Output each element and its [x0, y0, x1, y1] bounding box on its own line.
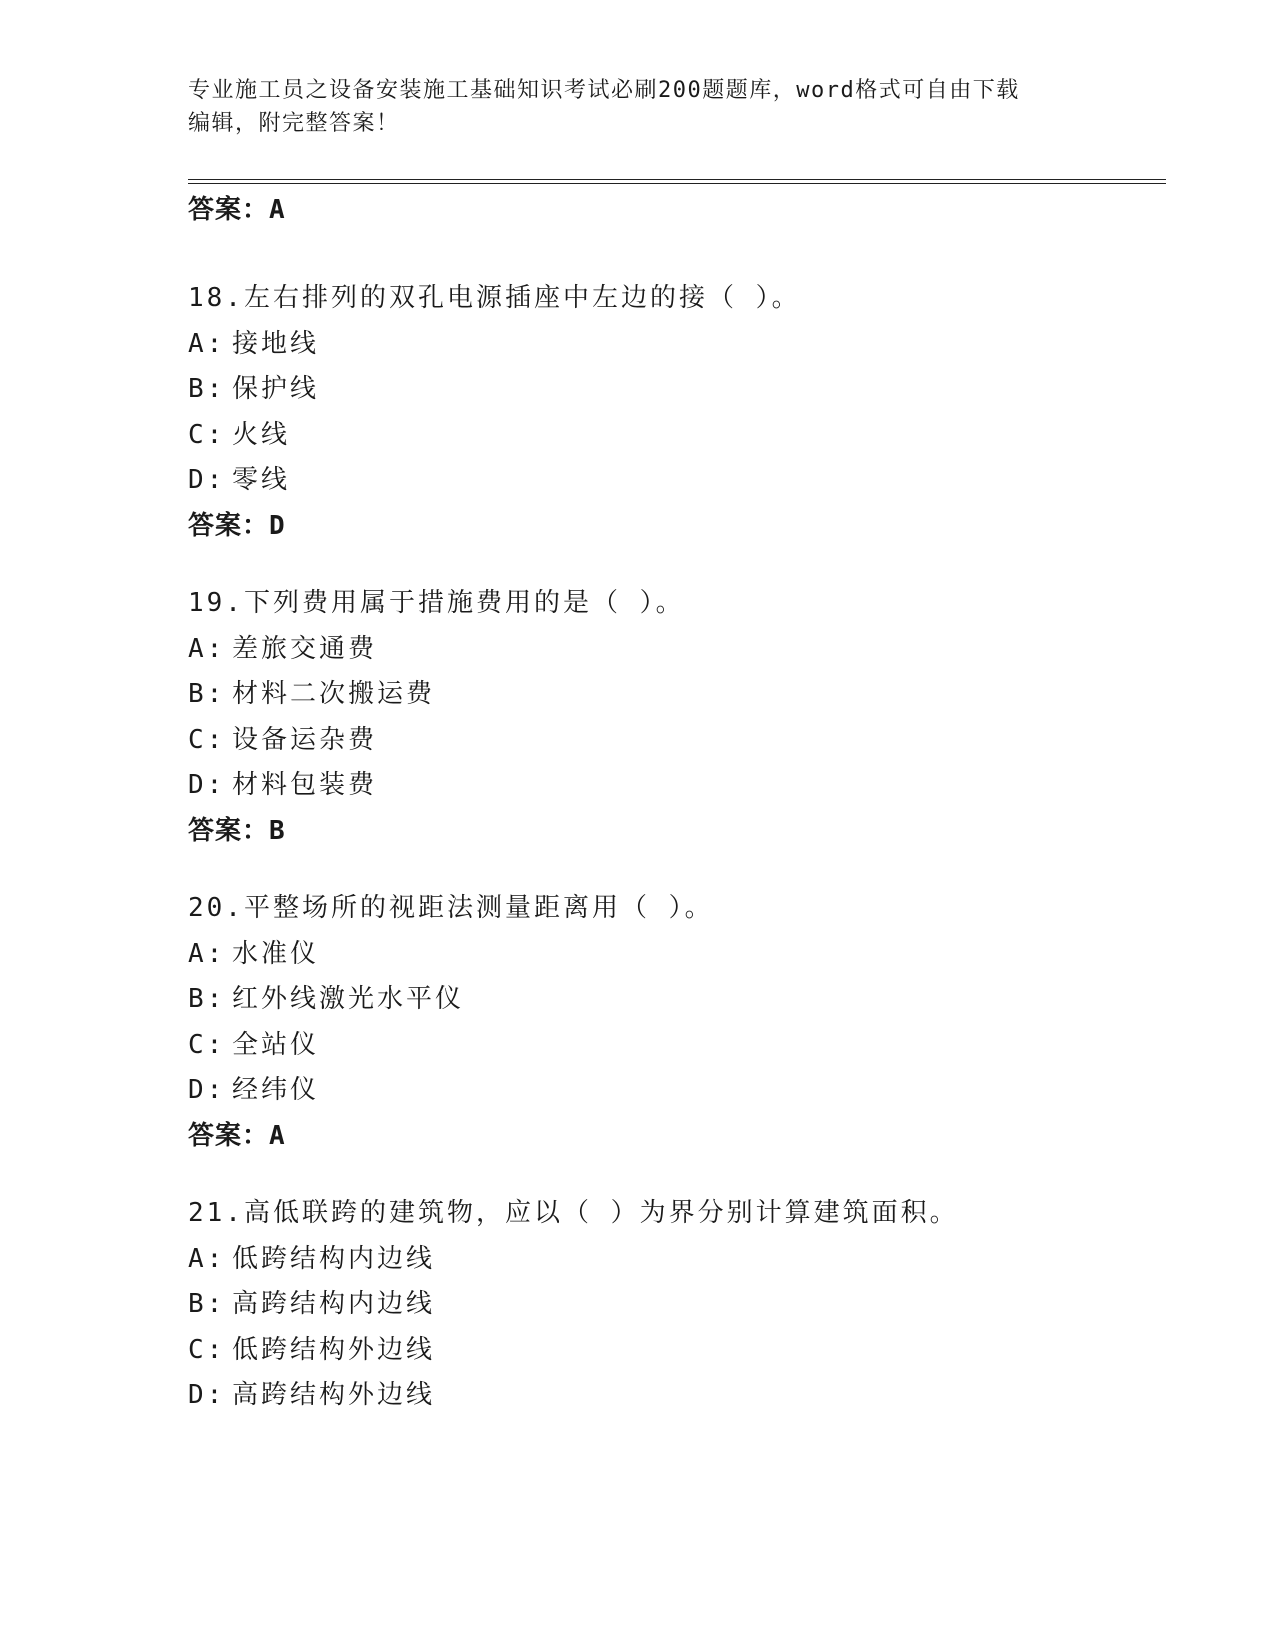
- option-a: [188, 327, 1168, 361]
- option-d: [188, 1073, 1168, 1107]
- option-c: [188, 418, 1168, 452]
- option-text: 经纬仪: [232, 1075, 320, 1105]
- option-text: 设备运杂费: [232, 724, 378, 755]
- option-letter: C:: [188, 419, 226, 450]
- question-21: [188, 1196, 1168, 1412]
- answer: 答案：A: [188, 1120, 286, 1151]
- previous-answer: 答案：A: [188, 195, 286, 225]
- option-letter: C:: [188, 1334, 226, 1365]
- option-text: 材料二次搬运费: [232, 679, 436, 709]
- question-text: 18.左右排列的双孔电源插座中左边的接（ ）。: [188, 283, 801, 313]
- option-letter: D:: [188, 770, 226, 800]
- option-c: [188, 1028, 1168, 1062]
- header-line-2: 编辑，附完整答案！: [188, 111, 400, 136]
- option-b: [188, 982, 1168, 1016]
- option-letter: B:: [188, 984, 226, 1014]
- option-letter: C:: [188, 1029, 226, 1060]
- option-letter: B:: [188, 374, 226, 404]
- option-text: 材料包装费: [232, 770, 378, 800]
- option-b: [188, 1287, 1168, 1321]
- answer: 答案：D: [188, 510, 286, 541]
- option-letter: A:: [188, 938, 226, 969]
- question-20: [188, 891, 1168, 1153]
- option-letter: B:: [188, 1289, 226, 1319]
- option-text: 差旅交通费: [232, 633, 378, 664]
- question-text: 20.平整场所的视距法测量距离用（ ）。: [188, 893, 714, 923]
- option-text: 高跨结构内边线: [232, 1289, 436, 1319]
- header-line-1: 专业施工员之设备安装施工基础知识考试必刷200题题库，word格式可自由下载: [188, 78, 1020, 103]
- option-text: 高跨结构外边线: [232, 1380, 436, 1410]
- option-a: [188, 937, 1168, 971]
- option-letter: A:: [188, 328, 226, 359]
- option-text: 保护线: [232, 374, 320, 404]
- option-text: 全站仪: [232, 1029, 320, 1060]
- option-letter: A:: [188, 633, 226, 664]
- option-text: 水准仪: [232, 938, 320, 969]
- option-d: [188, 1378, 1168, 1412]
- option-d: [188, 463, 1168, 497]
- option-d: [188, 768, 1168, 802]
- question-text: 19.下列费用属于措施费用的是（ ）。: [188, 588, 685, 618]
- option-text: 低跨结构外边线: [232, 1334, 436, 1365]
- option-a: [188, 1242, 1168, 1276]
- option-text: 零线: [232, 465, 291, 495]
- option-letter: D:: [188, 1075, 226, 1105]
- option-letter: B:: [188, 679, 226, 709]
- option-letter: D:: [188, 465, 226, 495]
- option-text: 红外线激光水平仪: [232, 984, 465, 1014]
- question-18: [188, 281, 1168, 543]
- option-c: [188, 1333, 1168, 1367]
- option-a: [188, 632, 1168, 666]
- header-divider: [188, 179, 1166, 184]
- question-text: 21.高低联跨的建筑物，应以（ ）为界分别计算建筑面积。: [188, 1198, 959, 1228]
- option-letter: C:: [188, 724, 226, 755]
- option-c: [188, 723, 1168, 757]
- option-b: [188, 677, 1168, 711]
- option-text: 低跨结构内边线: [232, 1243, 436, 1274]
- option-letter: D:: [188, 1380, 226, 1410]
- option-b: [188, 372, 1168, 406]
- page-header: [188, 74, 1088, 140]
- option-letter: A:: [188, 1243, 226, 1274]
- option-text: 火线: [232, 419, 291, 450]
- answer: 答案：B: [188, 815, 286, 846]
- option-text: 接地线: [232, 328, 320, 359]
- question-19: [188, 586, 1168, 848]
